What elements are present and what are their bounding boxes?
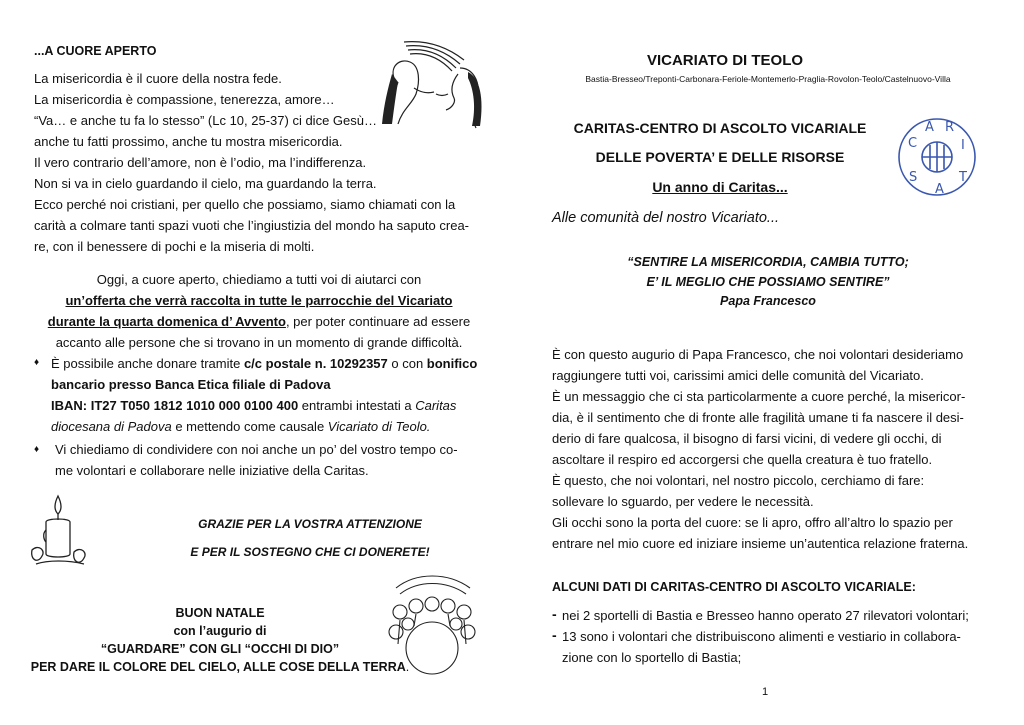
left-heading: ...A CUORE APERTO [34, 44, 157, 58]
caritas-subtitle: DELLE POVERTA’ E DELLE RISORSE [595, 149, 845, 165]
vicariato-title: VICARIATO DI TEOLO [646, 52, 804, 69]
intro-line: re, con il benessere di pochi e la miseria di molti. [34, 239, 315, 254]
body-line: È con questo augurio di Papa Francesco, che noi volontari desideriamo [552, 347, 964, 362]
logo-letter: A [935, 182, 944, 197]
logo-letter: T [959, 170, 967, 185]
body-line: derio di fare qualcosa, il bisogno di farsi vicini, di vedere gli occhi, di [552, 431, 942, 446]
greeting-line: Alle comunità del nostro Vicariato... [552, 210, 780, 226]
intro-line: carità a colmare tanti spazi vuoti che l’ingiustizia del mondo ha saputo crea- [34, 218, 470, 233]
intro-line: “Va… e anche tu fa lo stesso” (Lc 10, 25-37) ci dice Gesù… [34, 113, 377, 128]
appeal-rest: , per poter continuare ad essere [285, 314, 471, 329]
caritas-year: Un anno di Caritas... [652, 179, 788, 195]
page-number: 1 [761, 686, 769, 698]
body-line: sollevare lo sguardo, per vedere le necessità. [552, 494, 814, 509]
thanks-line1: GRAZIE PER LA VOSTRA ATTENZIONE [198, 517, 422, 531]
intro-line: Il vero contrario dell’amore, non è l’odio, ma l’indifferenza. [34, 155, 367, 170]
body-line: dia, è il sentimento che di fronte alle fragilità umane ti fa nascere il desi- [552, 410, 964, 425]
crowd-illustration [386, 568, 478, 678]
logo-letter: C [908, 136, 918, 151]
data-item-2: 13 sono i volontari che distribuiscono alimenti e vestiario in collabora- zione con lo sportello di Bastia; [562, 629, 961, 665]
intro-line: La misericordia è compassione, tenerezza, amore… [34, 92, 335, 107]
parishes-list: Bastia-Bresseo/Treponti-Carbonara-Feriole-Montemerlo-Praglia-Rovolon-Teolo/Castelnuovo-Villa [585, 74, 951, 84]
volunteer-bullet [55, 439, 458, 481]
volunteer-line: me volontari e collaborare nelle iniziative della Caritas. [55, 463, 369, 478]
appeal-line4: accanto alle persone che si trovano in un momento di grande difficoltà. [55, 335, 463, 350]
pope-quote-line2: E’ IL MEGLIO CHE POSSIAMO SENTIRE” [646, 275, 890, 289]
christmas-greeting: BUON NATALE con l’augurio di “GUARDARE” CON GLI “OCCHI DI DIO” PER DARE IL COLORE DEL CIELO, ALLE COSE DELLA TERRA. [30, 606, 410, 674]
donation-line: diocesana di Padova e mettendo come causale Vicariato di Teolo. [51, 419, 431, 434]
body-line: Gli occhi sono la porta del cuore: se li apro, offro all’altro lo spazio per [552, 515, 953, 530]
list-dash-icon: - [552, 627, 557, 643]
intro-line: Non si va in cielo guardando il cielo, ma guardando la terra. [34, 176, 377, 191]
right-body [552, 344, 968, 554]
diamond-bullet-icon: ♦ [34, 357, 40, 368]
body-line: entrare nel mio cuore ed iniziare insieme un’autentica relazione fraterna. [552, 536, 969, 551]
faces-illustration [376, 38, 486, 130]
logo-letter: A [925, 120, 934, 135]
intro-line: La misericordia è il cuore della nostra fede. [34, 71, 282, 86]
diamond-bullet-icon: ♦ [34, 444, 40, 455]
donation-bullet [51, 353, 477, 437]
body-line: È un messaggio che ci sta particolarmente a cuore perché, la misericor- [552, 389, 966, 404]
intro-line: anche tu fatti prossimo, anche tu mostra misericordia. [34, 134, 343, 149]
list-dash-icon: - [552, 606, 557, 622]
donation-line: bancario presso Banca Etica filiale di Padova [51, 377, 331, 392]
donation-line: IBAN: IT27 T050 1812 1010 000 0100 400 entrambi intestati a Caritas [51, 398, 457, 413]
pope-quote-line1: “SENTIRE LA MISERICORDIA, CAMBIA TUTTO; [627, 255, 909, 269]
caritas-logo-icon [895, 115, 979, 199]
appeal-line3 [34, 311, 484, 332]
candle-illustration [28, 494, 92, 574]
thanks-line2: E PER IL SOSTEGNO CHE CI DONERETE! [190, 545, 430, 559]
logo-letter: S [909, 170, 918, 185]
appeal-date: durante la quarta domenica d’ Avvento [47, 314, 286, 329]
donation-line: È possibile anche donare tramite c/c postale n. 10292357 o con bonifico [51, 356, 478, 371]
appeal-line1: Oggi, a cuore aperto, chiediamo a tutti voi di aiutarci con [96, 272, 422, 287]
logo-letter: I [961, 138, 965, 153]
body-line: ascoltare il respiro ed accorgersi che quella creatura è tuo fratello. [552, 452, 933, 467]
body-line: raggiungere tutti voi, carissimi amici delle comunità del Vicariato. [552, 368, 924, 383]
data-heading: ALCUNI DATI DI CARITAS-CENTRO DI ASCOLTO VICARIALE: [552, 580, 916, 594]
pope-quote-author: Papa Francesco [720, 294, 816, 308]
appeal-line2: un’offerta che verrà raccolta in tutte le parrocchie del Vicariato [65, 293, 453, 308]
body-line: È questo, che noi volontari, nel nostro piccolo, cerchiamo di fare: [552, 473, 925, 488]
caritas-title: CARITAS-CENTRO DI ASCOLTO VICARIALE [573, 120, 867, 136]
intro-line: Ecco perché noi cristiani, per quello che possiamo, siamo chiamati con la [34, 197, 456, 212]
logo-letter: R [945, 120, 955, 135]
data-item-1: nei 2 sportelli di Bastia e Bresseo hanno operato 27 rilevatori volontari; [562, 608, 969, 623]
volunteer-line: Vi chiediamo di condividere con noi anche un po’ del vostro tempo co- [55, 442, 458, 457]
